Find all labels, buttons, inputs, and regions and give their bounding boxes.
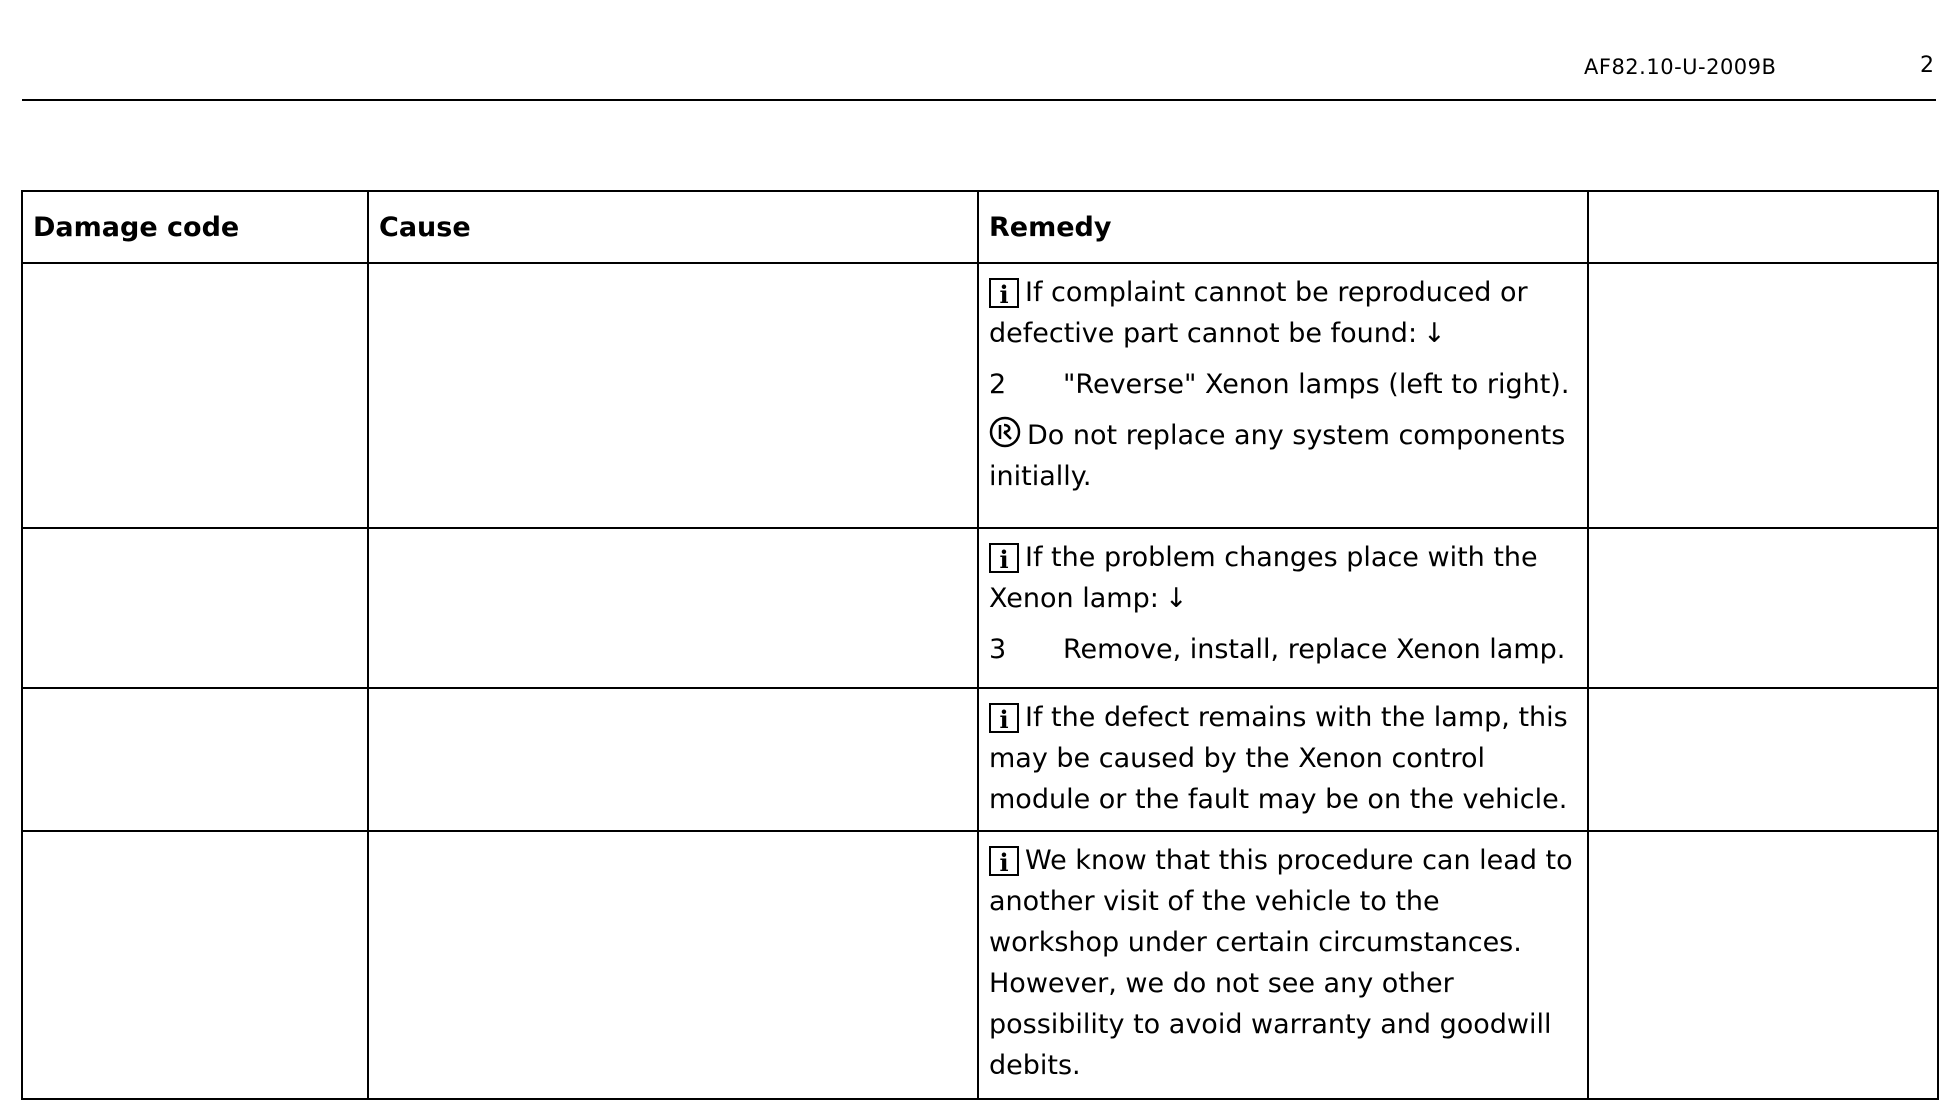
step-text: Remove, install, replace Xenon lamp. [1063, 634, 1566, 665]
remedy-cell [978, 528, 1588, 688]
down-arrow-icon: ↓ [1164, 583, 1188, 614]
info-note [989, 840, 1577, 1086]
step-text: "Reverse" Xenon lamps (left to right). [1063, 369, 1570, 400]
extra-cell [1588, 831, 1938, 1099]
info-note [989, 272, 1577, 354]
table-row [22, 263, 1938, 528]
remedy-cell [978, 831, 1588, 1099]
info-text: If the defect remains with the lamp, this may be caused by the Xenon control module or the fault may be on the vehicle. [989, 702, 1568, 815]
info-note [989, 537, 1577, 619]
document-number: AF82.10-U-2009B [1584, 55, 1777, 79]
info-text: We know that this procedure can lead to another visit of the vehicle to the workshop under certain circumstances. However, we do not see any other possibility to avoid warranty and goodwill debits. [989, 845, 1573, 1081]
down-arrow-icon: ↓ [1423, 318, 1446, 349]
step-number: 2 [989, 369, 1007, 400]
column-header-blank [1588, 191, 1938, 263]
column-header-cause: Cause [368, 191, 978, 263]
damage-code-cell [22, 528, 368, 688]
column-header-damage-code: Damage code [22, 191, 368, 263]
table-row [22, 688, 1938, 831]
damage-code-cell [22, 263, 368, 528]
table-header-row [22, 191, 1938, 263]
info-text: If the problem changes place with the Xenon lamp: [989, 542, 1538, 614]
info-icon: i [989, 846, 1019, 876]
remedy-step [989, 364, 1577, 405]
info-icon: i [989, 543, 1019, 573]
info-note [989, 697, 1577, 820]
damage-code-cell [22, 831, 368, 1099]
cause-cell [368, 688, 978, 831]
header-divider [22, 99, 1936, 101]
damage-code-cell [22, 688, 368, 831]
warning-text: Do not replace any system components initially. [989, 420, 1566, 492]
table-row [22, 528, 1938, 688]
info-icon: i [989, 703, 1019, 733]
extra-cell [1588, 263, 1938, 528]
page-number: 2 [1920, 53, 1934, 78]
table-row [22, 831, 1938, 1099]
remedy-cell [978, 263, 1588, 528]
warning-note [989, 415, 1577, 497]
remedy-step [989, 629, 1577, 670]
warning-icon [989, 416, 1021, 448]
damage-code-table [21, 190, 1939, 1100]
cause-cell [368, 263, 978, 528]
extra-cell [1588, 528, 1938, 688]
step-number: 3 [989, 634, 1007, 665]
extra-cell [1588, 688, 1938, 831]
cause-cell [368, 831, 978, 1099]
cause-cell [368, 528, 978, 688]
remedy-cell [978, 688, 1588, 831]
info-text: If complaint cannot be reproduced or defective part cannot be found: [989, 277, 1528, 349]
info-icon: i [989, 278, 1019, 308]
column-header-remedy: Remedy [978, 191, 1588, 263]
